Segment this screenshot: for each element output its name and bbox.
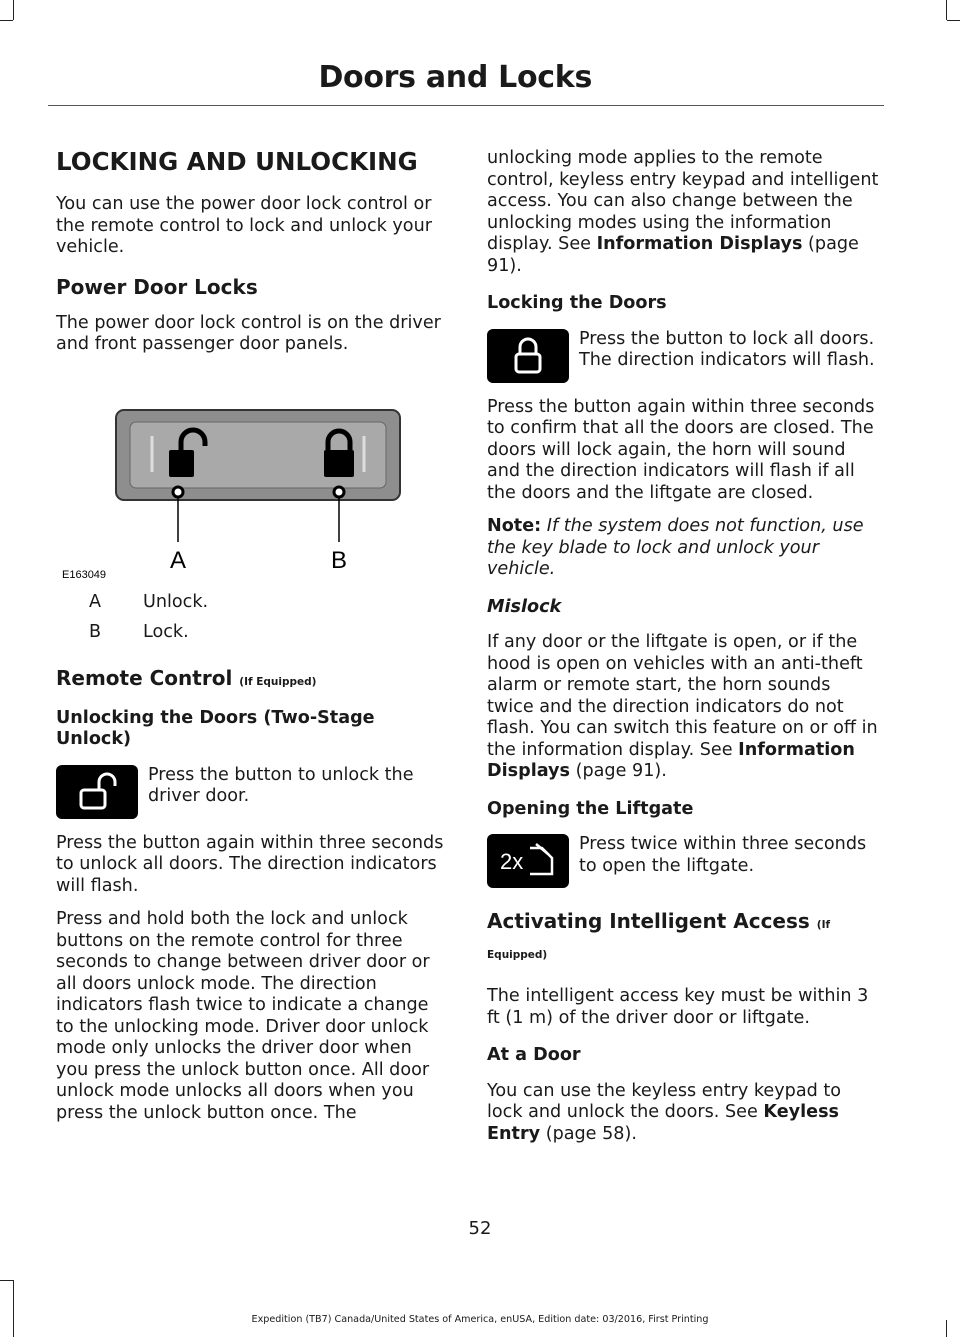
information-displays-link[interactable]: Information Displays <box>596 234 803 254</box>
liftgate-instruction-text: Press twice within three seconds to open the liftgate. <box>579 834 867 876</box>
page-reference: (page 58). <box>545 1123 637 1144</box>
liftgate-instruction <box>487 834 879 888</box>
footer-edition-info: Expedition (TB7) Canada/United States of America, enUSA, Edition date: 03/2016, First Printing <box>251 1314 709 1325</box>
door-lock-switch-illustration <box>56 368 448 580</box>
crop-mark <box>947 20 960 21</box>
liftgate-button-icon <box>487 834 569 888</box>
mislock-heading: Mislock <box>487 596 562 617</box>
crop-mark <box>13 1280 14 1337</box>
lock-instruction-text: Press the button to lock all doors. The direction indicators will flash. <box>579 328 875 370</box>
unlock-paragraph-1: Press the button again within three seconds to unlock all doors. The direction indicators will flash. <box>56 832 444 896</box>
note-paragraph <box>487 516 879 581</box>
door-lock-control-figure <box>56 368 448 580</box>
crop-mark <box>13 0 14 20</box>
lock-button-icon <box>487 329 569 383</box>
at-a-door-paragraph <box>487 1081 879 1146</box>
page-number: 52 <box>468 1218 492 1239</box>
intelligent-access-title: Activating Intelligent Access <box>487 909 810 933</box>
opening-liftgate-heading: Opening the Liftgate <box>487 798 694 819</box>
remote-control-heading <box>56 666 448 694</box>
if-equipped-note: (If Equipped) <box>487 919 831 961</box>
section-heading: LOCKING AND UNLOCKING <box>56 147 418 176</box>
note-label: Note: <box>487 516 542 536</box>
crop-mark <box>0 20 13 21</box>
intro-paragraph: You can use the power door lock control or the remote control to lock and unlock your vehicle. <box>56 194 432 257</box>
power-door-locks-heading: Power Door Locks <box>56 274 258 299</box>
unlock-paragraph-2: Press and hold both the lock and unlock buttons on the remote control for three seconds to change between driver door or all doors unlock mode. The direction indicators flash twice to indicate a change to the unlocking mode. Driver door unlock mode only unlocks the driver door when you press the unlock button once. All door unlock mode unlocks all doors when you press the unlock button once. The <box>56 909 430 1123</box>
at-a-door-text: You can use the keyless entry keypad to lock and unlock the doors. See <box>487 1080 842 1122</box>
crop-mark <box>0 1280 13 1281</box>
unlock-button-icon <box>56 765 138 819</box>
at-a-door-heading: At a Door <box>487 1045 581 1065</box>
lock-paragraph-1: Press the button again within three seconds to confirm that all the doors are closed. The doors will lock again, the horn will sound and the direction indicators will flash if all the doors and the liftgate are closed. <box>487 396 875 503</box>
keyless-entry-link[interactable]: Keyless Entry <box>487 1102 840 1144</box>
power-door-locks-text: The power door lock control is on the driver and front passenger door panels. <box>56 312 441 354</box>
lock-instruction <box>487 329 879 383</box>
crop-mark <box>946 0 947 20</box>
unlock-instruction-text: Press the button to unlock the driver door. <box>148 764 414 806</box>
key-letter: A <box>89 591 102 612</box>
right-column <box>487 148 879 1157</box>
intelligent-access-text: The intelligent access key must be within 3 ft (1 m) of the driver door or liftgate. <box>487 986 869 1028</box>
figure-key-row <box>56 592 448 614</box>
mislock-paragraph <box>487 632 879 783</box>
callout-dot-b <box>334 487 344 497</box>
unlocking-doors-heading: Unlocking the Doors (Two-Stage Unlock) <box>56 707 375 749</box>
figure-code: E163049 <box>62 568 107 580</box>
left-column <box>56 148 448 1136</box>
key-text: Lock. <box>143 622 189 642</box>
page-title: Doors and Locks <box>318 60 592 95</box>
callout-label-a: A <box>169 546 187 574</box>
note-text: If the system does not function, use the key blade to lock and unlock your vehicle. <box>487 516 864 579</box>
information-displays-link[interactable]: Information Displays <box>487 739 855 781</box>
key-text: Unlock. <box>143 591 209 612</box>
if-equipped-note: (If Equipped) <box>239 675 317 688</box>
figure-key-row <box>56 622 448 644</box>
liftgate-icon-label: 2x <box>500 849 524 874</box>
continued-paragraph <box>487 148 879 277</box>
callout-dot-a <box>173 487 183 497</box>
page-reference: (page 91). <box>575 761 667 781</box>
mislock-text: If any door or the liftgate is open, or if the hood is open on vehicles with an anti-theft alarm or remote start, the horn sounds twice and the direction indicators do not flash. You can switch this feature on or off in the information display. See <box>487 632 878 760</box>
key-letter: B <box>89 622 102 642</box>
locking-doors-heading: Locking the Doors <box>487 293 667 313</box>
header-divider <box>48 105 884 106</box>
unlock-instruction <box>56 765 448 819</box>
intelligent-access-heading <box>487 908 879 968</box>
callout-label-b: B <box>330 546 348 574</box>
remote-control-title: Remote Control <box>56 665 233 690</box>
page-reference: (page 91). <box>487 234 859 276</box>
continued-text: unlocking mode applies to the remote control, keyless entry keypad and intelligent access. You can also change between the unlocking modes using the information display. See <box>487 148 879 254</box>
